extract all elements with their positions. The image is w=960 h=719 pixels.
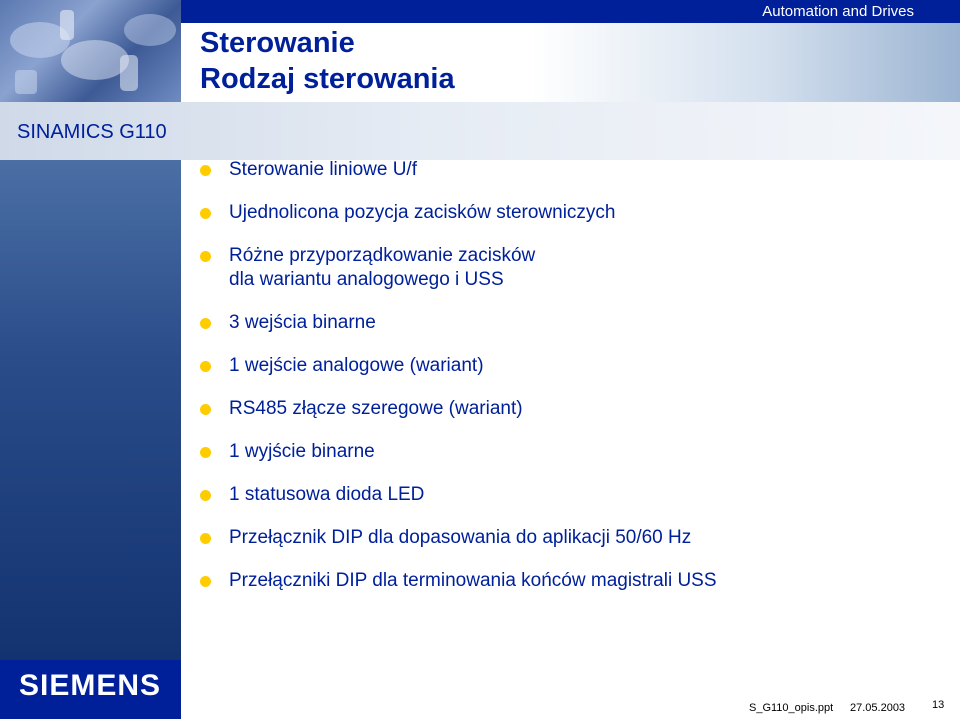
bullet-icon (200, 361, 211, 372)
bullet-icon (200, 318, 211, 329)
list-item: RS485 złącze szeregowe (wariant) (200, 397, 940, 421)
bullet-icon (200, 165, 211, 176)
page-number: 13 (932, 699, 945, 711)
list-item: 1 statusowa dioda LED (200, 483, 940, 507)
list-item: 1 wyjście binarne (200, 440, 940, 464)
bullet-icon (200, 447, 211, 458)
bullet-icon (200, 208, 211, 219)
footer-logo-area (0, 660, 181, 719)
bullet-list (200, 158, 940, 593)
company-area-label: Automation and Drives (762, 3, 914, 20)
bullet-icon (200, 576, 211, 587)
bullet-icon (200, 533, 211, 544)
list-item: 3 wejścia binarne (200, 311, 940, 335)
header-photo (0, 0, 181, 102)
product-name: SINAMICS G110 (17, 121, 167, 143)
bullet-icon (200, 404, 211, 415)
page-subtitle: Rodzaj sterowania (200, 63, 455, 95)
top-bar (181, 0, 960, 23)
list-item: Przełączniki DIP dla terminowania końców magistrali USS (200, 569, 940, 593)
bullet-icon (200, 490, 211, 501)
footer-divider (181, 660, 960, 661)
list-item: Różne przyporządkowanie zacisków dla wariantu analogowego i USS (200, 244, 940, 292)
list-item: Przełącznik DIP dla dopasowania do aplikacji 50/60 Hz (200, 526, 940, 550)
bullet-icon (200, 251, 211, 262)
siemens-logo: SIEMENS (19, 669, 162, 702)
footer-filename: S_G110_opis.ppt (749, 702, 834, 714)
left-sidebar (0, 160, 181, 660)
page-title: Sterowanie (200, 27, 355, 59)
circuit-board-image (0, 0, 181, 102)
product-bar (0, 102, 960, 160)
list-item: 1 wejście analogowe (wariant) (200, 354, 940, 378)
list-item: Ujednolicona pozycja zacisków sterowniczych (200, 201, 940, 225)
footer-date: 27.05.2003 (850, 702, 906, 714)
title-panel (181, 23, 960, 102)
list-item: Sterowanie liniowe U/f (200, 158, 940, 182)
